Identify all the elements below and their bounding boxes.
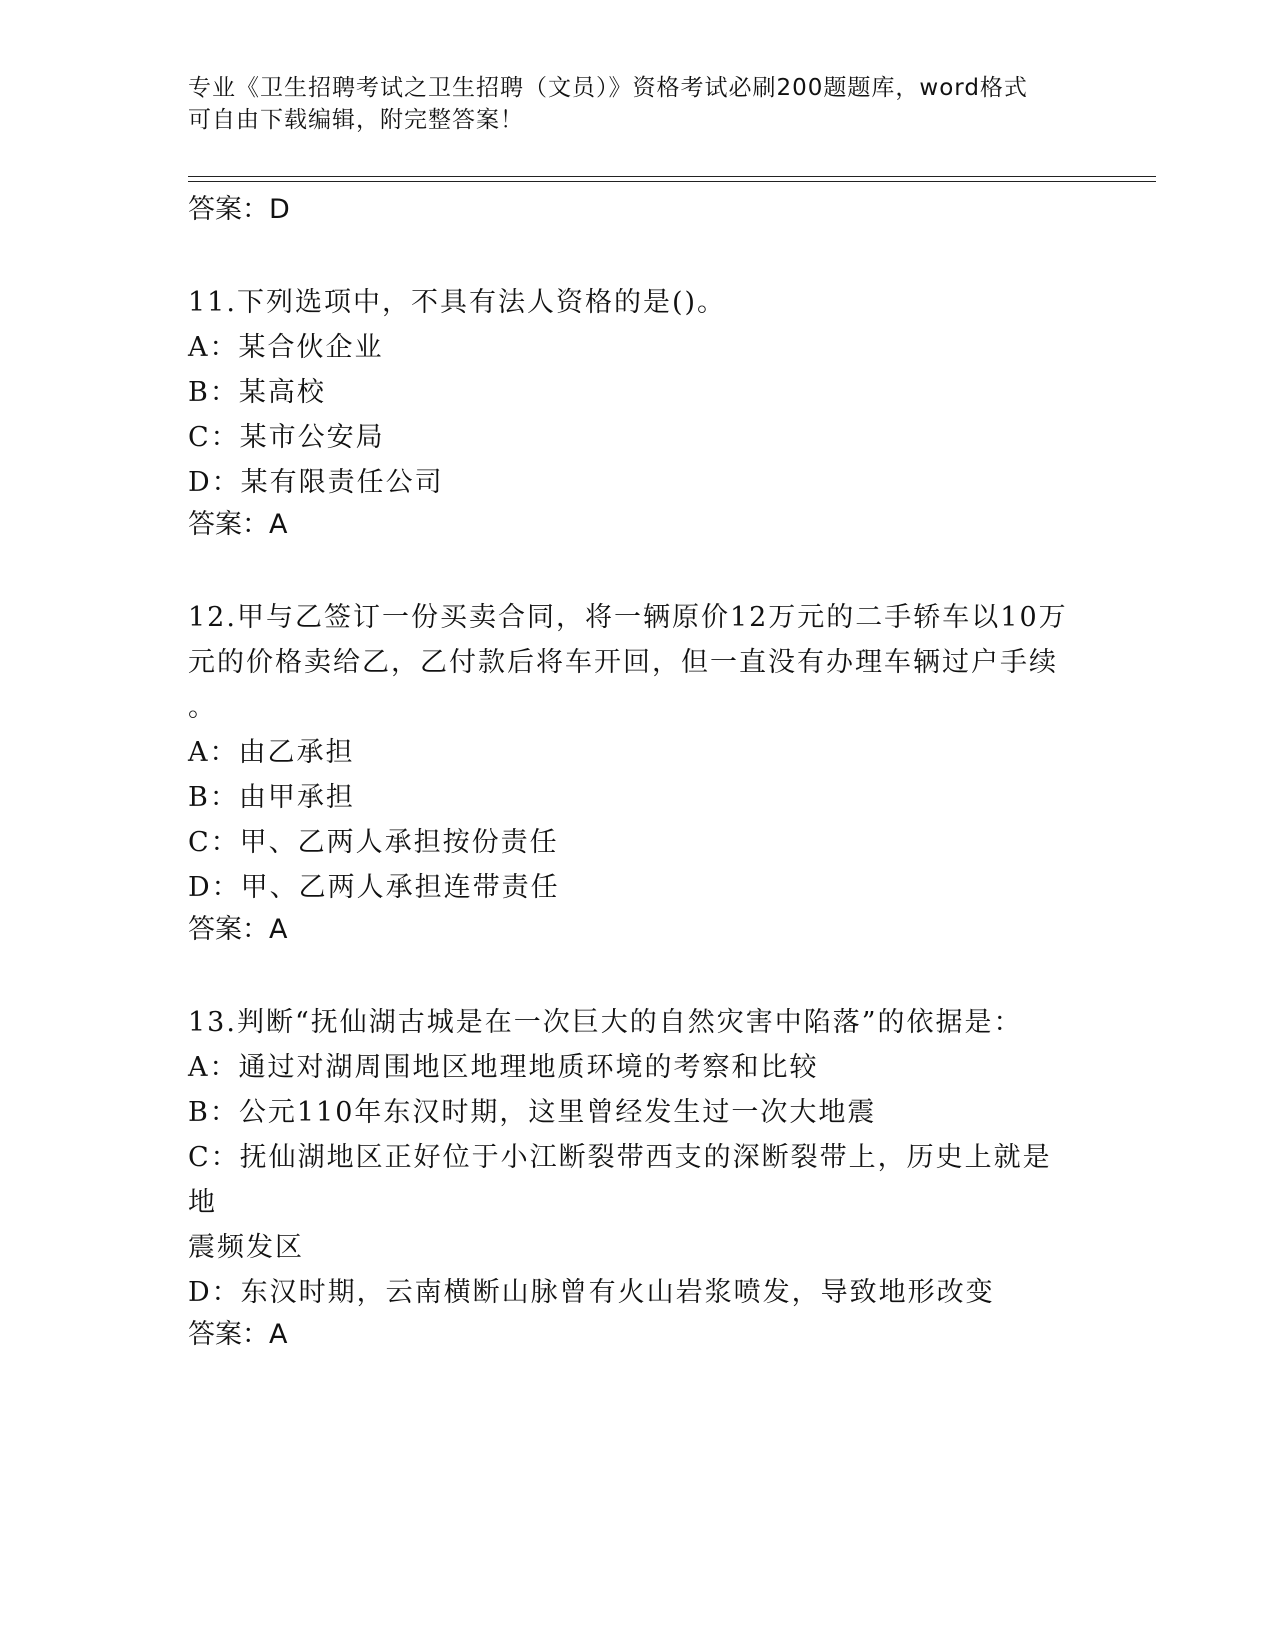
question-13	[188, 1000, 1068, 1315]
option-c-continued: 震频发区	[188, 1232, 304, 1263]
answer-11: 答案：A	[188, 509, 288, 540]
option-a: A：某合伙企业	[188, 332, 384, 363]
header-line-2: 可自由下载编辑，附完整答案！	[188, 107, 524, 133]
option-c: C：甲、乙两人承担按份责任	[188, 827, 559, 858]
stem-line: 元的价格卖给乙，乙付款后将车开回，但一直没有办理车辆过户手续	[188, 647, 1058, 678]
header-line-1: 专业《卫生招聘考试之卫生招聘（文员）》资格考试必刷200题题库，word格式	[188, 75, 1028, 101]
question-12	[188, 595, 1068, 910]
option-b: B：由甲承担	[188, 782, 355, 813]
answer-13: 答案：A	[188, 1319, 288, 1350]
option-a: A：由乙承担	[188, 737, 355, 768]
question-11	[188, 280, 1068, 505]
stem-line: 。	[188, 692, 217, 723]
header-divider-top	[188, 176, 1156, 177]
option-b: B：某高校	[188, 377, 326, 408]
option-d: D：甲、乙两人承担连带责任	[188, 872, 560, 903]
option-d: D：东汉时期，云南横断山脉曾有火山岩浆喷发，导致地形改变	[188, 1277, 995, 1308]
stem-line: 13.判断“抚仙湖古城是在一次巨大的自然灾害中陷落”的依据是：	[188, 1007, 1023, 1038]
option-a: A：通过对湖周围地区地理地质环境的考察和比较	[188, 1052, 819, 1083]
stem-line: 11.下列选项中，不具有法人资格的是()。	[188, 287, 727, 318]
option-c: C：某市公安局	[188, 422, 385, 453]
option-b: B：公元110年东汉时期，这里曾经发生过一次大地震	[188, 1097, 877, 1128]
answer-12: 答案：A	[188, 914, 288, 945]
option-c: C：抚仙湖地区正好位于小江断裂带西支的深断裂带上，历史上就是地	[188, 1142, 1052, 1218]
question-stem	[188, 595, 1068, 730]
spacer	[188, 950, 1068, 1000]
stem-line: 12.甲与乙签订一份买卖合同，将一辆原价12万元的二手轿车以10万	[188, 602, 1068, 633]
previous-answer: 答案：D	[188, 194, 290, 225]
option-d: D：某有限责任公司	[188, 467, 444, 498]
question-stem	[188, 1000, 1068, 1045]
header-divider-bottom	[188, 181, 1156, 182]
document-header	[188, 72, 1068, 136]
question-list	[188, 190, 1068, 1355]
spacer	[188, 230, 1068, 280]
question-stem	[188, 280, 1068, 325]
spacer	[188, 545, 1068, 595]
